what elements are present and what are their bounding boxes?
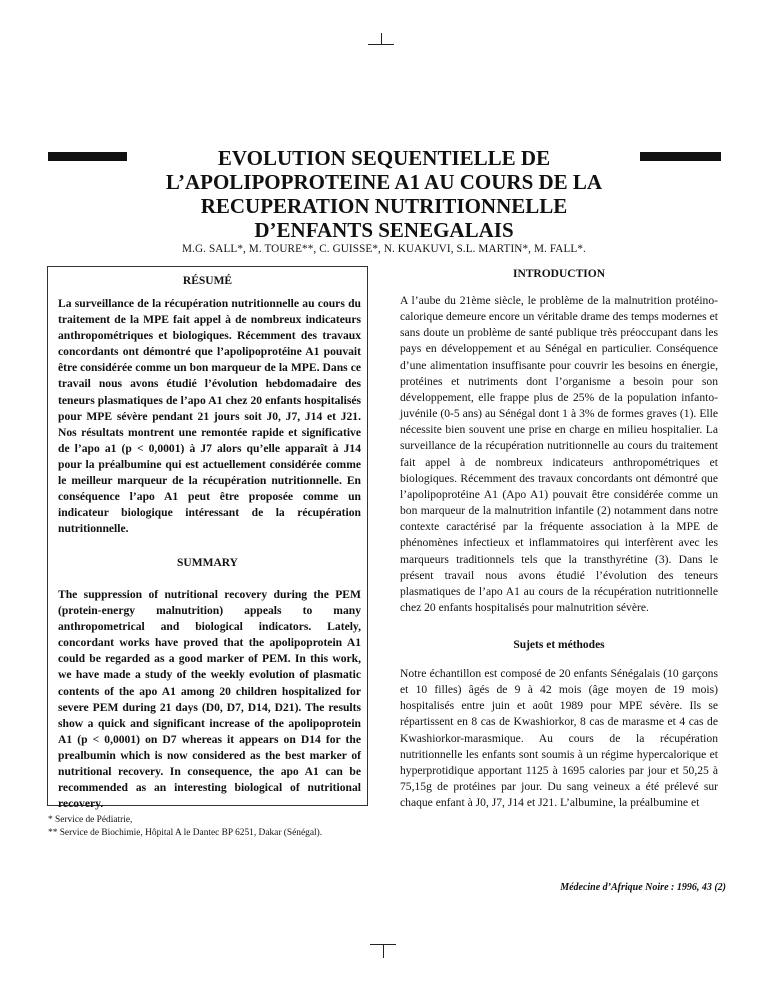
author-list: M.G. SALL*, M. TOURE**, C. GUISSE*, N. KUAKUVI, S.L. MARTIN*, M. FALL*. [182, 243, 586, 255]
title-line-1: EVOLUTION SEQUENTIELLE DE [217, 146, 551, 170]
article-title [120, 146, 648, 242]
crop-mark-bottom-vertical [383, 944, 384, 958]
summary-heading: SUMMARY [177, 557, 238, 569]
journal-citation: Médecine d’Afrique Noire : 1996, 43 (2) [560, 882, 726, 893]
title-bar-right [640, 152, 721, 161]
title-bar-left [48, 152, 127, 161]
introduction-text: A l’aube du 21ème siècle, le problème de la malnutrition protéino-calorique demeure encore un véritable drame des temps modernes et sans doute un problème de santé publique très préoccupant dans les pays en développement et au Sénégal en particulier. Conséquence d’une alimentation insuffisante pour couvrir les besoins en énergie, protéines et nutriments dont l’organisme a besoin pour son développement, elle frappe plus de 25% de la population infanto-juvénile (0-5 ans) au Sénégal dont 1 à 3% de formes graves (1). Elle nécessite bien souvent une prise en charge en milieu hospitalier. La surveillance de la récupération nutritionnelle au cours du traitement fait appel à de nombreux indicateurs anthropométriques et biologiques. Récemment des travaux concordants ont démontré que l’apolipoprotéine A1 (Apo A1) pouvait être considérée comme un bon marqueur de la malnutrition infantile (2) notamment dans notre contexte caractérisé par la fréquente association à la MPE de phénomènes infectieux et inflammatoires qui interfèrent avec les marqueurs traditionnels tels que la transthyrétine (3). Dans le présent travail nous avons étudié l’évolution des teneurs plasmatiques de l’apo A1 au cours de la récupération nutritionnelle chez 20 enfants hospitalisés pour malnutrition sévère. [400, 294, 718, 614]
introduction-heading: INTRODUCTION [512, 268, 605, 280]
title-line-4: D’ENFANTS SENEGALAIS [254, 218, 514, 242]
footnote-1: * Service de Pédiatrie, [48, 815, 133, 825]
footnote-2: ** Service de Biochimie, Hôpital A le Dantec BP 6251, Dakar (Sénégal). [48, 828, 323, 838]
resume-text: La surveillance de la récupération nutritionnelle au cours du traitement de la MPE fait appel à de nombreux indicateurs anthropométriques et biologiques. Récemment des travaux concordants ont démontré que l’apolipoprotéine A1 pouvait être considérée comme un bon marqueur de la MPE. Dans ce travail nous avons étudié l’évolution hebdomadaire des teneurs plasmatiques de l’apo A1 chez 20 enfants hospitalisés pour MPE sévère pendant 21 jours soit J0, J7, J14 et J21. Nos résultats montrent une remontée rapide et significative de l’apo a1 (p < 0,0001) à J7 alors qu’elle apparaît à J14 pour la préalbumine qui est actuellement considérée comme le meilleur marqueur de la récupération nutritionnelle. En conséquence l’apo A1 peut être proposée comme un indicateur biologique intéressant de la récupération nutritionnelle. [58, 297, 361, 536]
summary-text: The suppression of nutritional recovery during the PEM (protein-energy malnutrition) appeals to many anthropometrical and biological indicators. Lately, concordant works have proved that the apolipoprotein A1 could be regarded as a good marker of PEM. In this work, we have made a study of the weekly evolution of plasmatic contents of the apo A1 among 20 children hospitalized for severe PEM during 21 days (D0, D7, D14, D21). The results show a quick and significant increase of the apolipoprotein A1 (p < 0,0001) on D7 whereas it appears on D14 for the prealbumin which is now considered as the best marker of nutritional recovery. In consequence, the apo A1 can be recommended as an interesting biological of nutritional recovery. [58, 588, 361, 811]
methods-heading: Sujets et méthodes [513, 639, 605, 651]
title-line-3: RECUPERATION NUTRITIONNELLE [200, 194, 568, 218]
resume-heading: RÉSUMÉ [182, 275, 233, 287]
title-line-2: L’APOLIPOPROTEINE A1 AU COURS DE LA [165, 170, 603, 194]
footnotes [48, 814, 322, 840]
crop-mark-top-vertical [381, 33, 382, 45]
methods-text: Notre échantillon est composé de 20 enfants Sénégalais (10 garçons et 10 filles) âgés de 9 à 42 mois (âge moyen de 19 mois) hospitalisés entre juin et août 1989 pour MPE sévère. Ils se répartissent en 8 cas de Kwashiorkor, 8 cas de marasme et 4 cas de Kwashiorkor-marasmique. Au cours de la récupération nutritionnelle les enfants sont soumis à un régime hypercalorique et hyperprotidique apportant 1125 à 1695 calories par jour et 50,25 à 75,15g de protéines par jour. Du sang veineux a été prélevé sur chaque enfant à J0, J7, J14 et J21. L’albumine, la préalbumine et [400, 667, 718, 810]
